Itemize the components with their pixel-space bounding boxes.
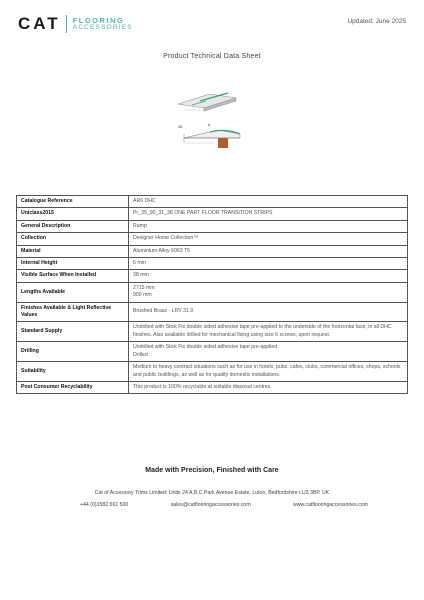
- spec-row: [17, 302, 408, 322]
- spec-value: [129, 342, 408, 362]
- spec-value: Aluminium Alloy 6063 T5: [129, 245, 408, 257]
- spec-table: [16, 195, 408, 394]
- spec-value: Medium to heavy contract situations such as for use in hotels, pubs, cafes, clubs, commercial offices, shops, schools and public buildings, as well as for quality domestic installations.: [129, 362, 408, 382]
- spec-row: [17, 220, 408, 232]
- spec-value: 38 mm: [129, 270, 408, 282]
- spec-row: [17, 208, 408, 220]
- spec-value: Undrilled with Stick Fix double sided adhesive tape pre-applied to the underside of the horizontal face, in all DHC finishes. Also available drilled for mechanical fixing using size 6 screws, upon request.: [129, 322, 408, 342]
- spec-value: Ramp: [129, 220, 408, 232]
- spec-row: [17, 270, 408, 282]
- spec-value: 6 mm: [129, 258, 408, 270]
- product-profile-drawing: [170, 88, 260, 160]
- spec-value: Brushed Brass - LRV 31.9: [129, 302, 408, 322]
- spec-label: Post Consumer Recyclability: [17, 381, 129, 393]
- spec-row: [17, 342, 408, 362]
- spec-label: Finishes Available & Light Reflective Values: [17, 302, 129, 322]
- brand-logo: [18, 14, 133, 34]
- spec-row: [17, 381, 408, 393]
- spec-label: Material: [17, 245, 129, 257]
- logo-subtitle-line2: ACCESSORIES: [72, 24, 133, 31]
- spec-value: [129, 282, 408, 302]
- spec-value: Pr_35_90_31_38 ONE PART FLOOR TRANSITION STRIPS: [129, 208, 408, 220]
- spec-value: This product is 100% recyclable at suitable disposal centres.: [129, 381, 408, 393]
- spec-row: [17, 322, 408, 342]
- logo-divider: [66, 15, 67, 33]
- profile-3d-view: [178, 93, 236, 111]
- drawing-label-width: 38: [178, 124, 183, 129]
- spec-label: Collection: [17, 233, 129, 245]
- spec-label: Uniclass2015: [17, 208, 129, 220]
- substrate-block: [218, 138, 228, 148]
- footer-address: Cat of Accessory Trims Limited: Units 24 A,B,C Park Avenue Estate, Luton, Bedfordshire LU3 3BP, UK: [94, 490, 330, 496]
- spec-label: General Description: [17, 220, 129, 232]
- document-title: Product Technical Data Sheet: [163, 53, 261, 60]
- spec-value-line: 900 mm: [133, 292, 152, 299]
- spec-label: Lengths Available: [17, 282, 129, 302]
- spec-label: Visible Surface When Installed: [17, 270, 129, 282]
- spec-value: Designer Home Collection™: [129, 233, 408, 245]
- page-header: [18, 14, 406, 36]
- updated-date: Updated: June 2025: [347, 18, 406, 25]
- profile-section-view: [184, 130, 240, 148]
- spec-label: Internal Height: [17, 258, 129, 270]
- footer-phone[interactable]: +44 (0)1582 561 500: [80, 502, 129, 508]
- spec-row: [17, 282, 408, 302]
- spec-value-line: Drilled: [133, 351, 148, 358]
- footer-website-link[interactable]: www.catflooringaccessories.com: [293, 502, 368, 508]
- drawing-label-height: 6: [208, 122, 211, 127]
- spec-row: [17, 362, 408, 382]
- spec-label: Suitability: [17, 362, 129, 382]
- spec-row: [17, 258, 408, 270]
- spec-row: [17, 196, 408, 208]
- spec-value-line: Undrilled with Stick Fix double sided adhesive tape pre-applied: [133, 344, 278, 351]
- logo-subtitle: [73, 17, 133, 31]
- footer-contacts: [80, 502, 368, 508]
- spec-row: [17, 245, 408, 257]
- logo-wordmark: CAT: [18, 14, 61, 33]
- logo-subtitle-line1: FLOORING: [72, 16, 125, 25]
- footer-email-link[interactable]: sales@catflooringaccessories.com: [170, 502, 251, 508]
- spec-value-line: 2715 mm: [133, 284, 155, 291]
- spec-label: Drilling: [17, 342, 129, 362]
- footer-tagline: Made with Precision, Finished with Care: [145, 467, 279, 474]
- spec-label: Standard Supply: [17, 322, 129, 342]
- spec-label: Catalogue Reference: [17, 196, 129, 208]
- spec-row: [17, 233, 408, 245]
- spec-value: AR6 DHC: [129, 196, 408, 208]
